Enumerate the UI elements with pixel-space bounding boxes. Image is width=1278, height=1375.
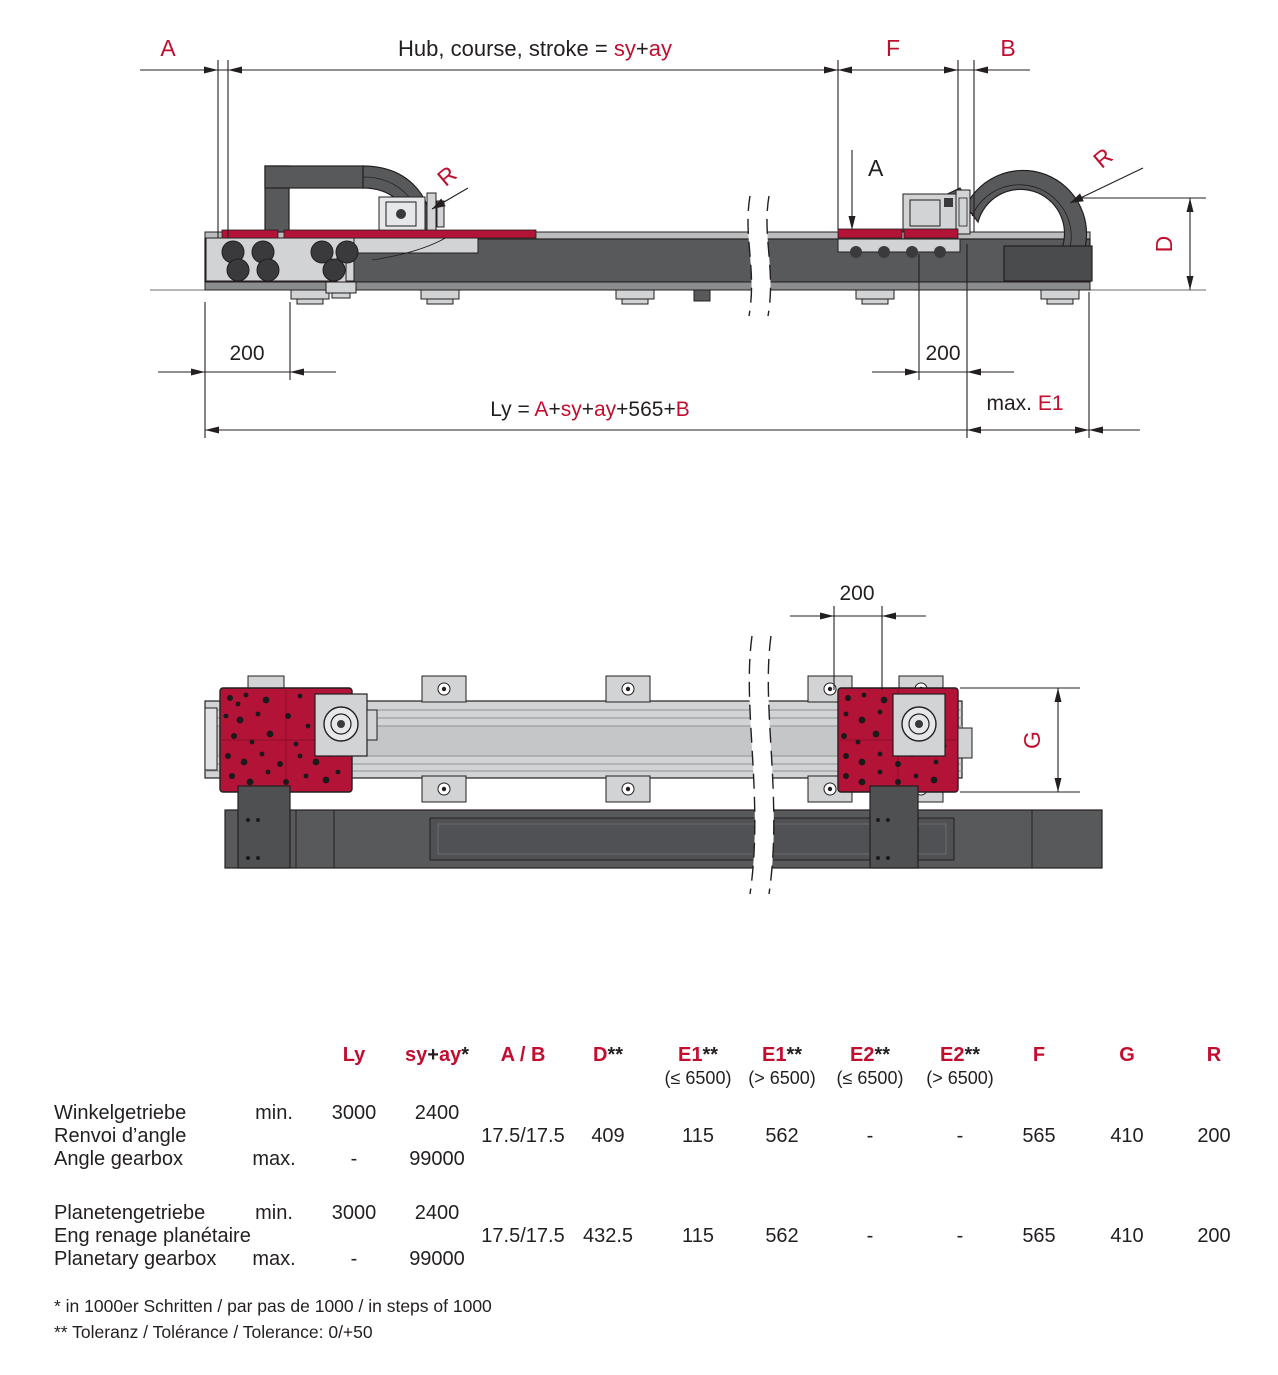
footnote-tolerance: ** Toleranz / Tolérance / Tolerance: 0/+50 (54, 1322, 373, 1342)
row2-name-fr: Eng renage planétaire (54, 1225, 251, 1247)
row1-ab: 17.5/17.5 (481, 1125, 565, 1147)
row1-g: 410 (1110, 1125, 1144, 1147)
dim-max-e1: max. E1 (986, 392, 1064, 415)
row2-syay-max: 99000 (409, 1248, 465, 1270)
side-view-drawing (0, 0, 1278, 470)
dim-label-g: G (1019, 731, 1045, 749)
dim-200-top-view: 200 (839, 582, 875, 605)
row2-max-label: max. (252, 1248, 296, 1270)
row2-ab: 17.5/17.5 (481, 1225, 565, 1247)
dim-label-f: F (885, 35, 901, 61)
row2-min-label: min. (255, 1202, 293, 1224)
top-view-drawing (0, 558, 1278, 898)
footnote-steps: * in 1000er Schritten / par pas de 1000 / in steps of 1000 (54, 1296, 492, 1316)
dim-label-stroke: Hub, course, stroke = sy+ay (398, 36, 672, 61)
row1-name-fr: Renvoi d’angle (54, 1125, 187, 1147)
row1-e2-gt: - (956, 1125, 964, 1147)
col-subheader-e1-gt: (> 6500) (748, 1068, 816, 1088)
col-header-f: F (1032, 1044, 1046, 1066)
row1-max-label: max. (252, 1148, 296, 1170)
row1-e2-le: - (866, 1125, 874, 1147)
formula-ly: Ly = A+sy+ay+565+B (490, 398, 690, 421)
col-header-e1-le: E1** (677, 1044, 719, 1066)
col-subheader-e2-gt: (> 6500) (926, 1068, 994, 1088)
row1-ly-min: 3000 (331, 1102, 377, 1124)
mounting-feet (291, 290, 1079, 304)
row2-name-de: Planetengetriebe (54, 1202, 206, 1224)
cable-channel (225, 786, 1102, 868)
col-subheader-e1-le: (≤ 6500) (664, 1068, 732, 1088)
row2-name-en: Planetary gearbox (54, 1248, 217, 1270)
row2-d: 432.5 (582, 1225, 634, 1247)
left-gearbox (379, 193, 444, 233)
right-gearbox (903, 190, 970, 234)
col-header-e2-le: E2** (849, 1044, 891, 1066)
right-carriage-plate (838, 688, 972, 792)
row2-e2-gt: - (956, 1225, 964, 1247)
col-header-ab: A / B (500, 1044, 546, 1066)
col-header-e2-gt: E2** (939, 1044, 981, 1066)
row2-e1-le: 115 (682, 1225, 714, 1247)
row1-r: 200 (1197, 1125, 1231, 1147)
row2-ly-min: 3000 (331, 1202, 377, 1224)
col-subheader-e2-le: (≤ 6500) (836, 1068, 904, 1088)
dim-label-r-left: R (432, 160, 462, 192)
right-slide-plate (838, 229, 958, 238)
row2-e1-gt: 562 (765, 1225, 799, 1247)
chain-tray (1004, 246, 1092, 281)
dim-label-a: A (160, 35, 176, 61)
row1-e1-gt: 562 (765, 1125, 799, 1147)
dim-label-b: B (1000, 35, 1016, 61)
col-header-d: D** (592, 1044, 624, 1066)
dim-label-a-carriage: A (868, 155, 884, 181)
dim-200-left: 200 (229, 342, 265, 365)
row2-syay-min: 2400 (414, 1202, 460, 1224)
row1-min-label: min. (255, 1102, 293, 1124)
row2-e2-le: - (866, 1225, 874, 1247)
dim-label-d: D (1151, 235, 1177, 253)
dim-200-right: 200 (925, 342, 961, 365)
row1-name-de: Winkelgetriebe (54, 1102, 187, 1124)
dim-label-r-right: R (1088, 142, 1118, 174)
break-lines (748, 196, 771, 316)
row2-g: 410 (1110, 1225, 1144, 1247)
row1-f: 565 (1022, 1125, 1056, 1147)
row1-e1-le: 115 (682, 1125, 714, 1147)
col-header-g: G (1119, 1044, 1135, 1066)
row2-f: 565 (1022, 1225, 1056, 1247)
row1-d: 409 (591, 1125, 625, 1147)
row1-syay-min: 2400 (414, 1102, 460, 1124)
row1-name-en: Angle gearbox (54, 1148, 183, 1170)
row1-syay-max: 99000 (409, 1148, 465, 1170)
col-header-syay: sy+ay* (405, 1044, 469, 1066)
row2-r: 200 (1197, 1225, 1231, 1247)
col-header-r: R (1206, 1044, 1222, 1066)
row2-ly-max: - (350, 1248, 358, 1270)
col-header-e1-gt: E1** (761, 1044, 803, 1066)
row1-ly-max: - (350, 1148, 358, 1170)
col-header-ly: Ly (342, 1044, 366, 1066)
left-slide-plate (222, 230, 536, 238)
